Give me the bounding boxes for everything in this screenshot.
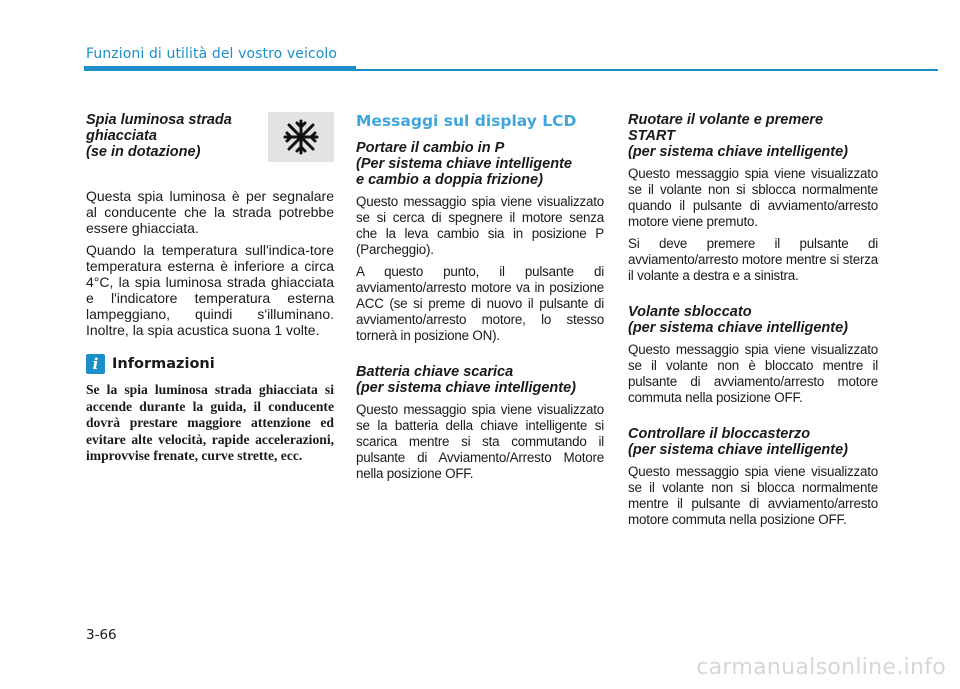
subsection-title-line-2: (per sistema chiave intelligente) (628, 320, 848, 336)
paragraph: Questo messaggio spia viene visualizzato se si cerca di spegnere il motore senza che la leva cambio sia in posizione P (Parcheggio). (356, 194, 604, 257)
column-left (86, 112, 334, 465)
subsection-title-line-1: Ruotare il volante e premere (628, 112, 824, 128)
paragraph: Questo messaggio spia viene visualizzato se il volante non si blocca normalmente mentre il pulsante di avviamento/arresto motore commuta nella posizione OFF. (628, 464, 878, 527)
warning-title-line-1: Spia luminosa strada (86, 112, 232, 128)
header-title: Funzioni di utilità del vostro veicolo (86, 46, 338, 62)
subsection-title-line-3: e cambio a doppia frizione) (356, 172, 543, 188)
subsection-title-line-1: Volante sbloccato (628, 304, 752, 320)
info-text: Se la spia luminosa strada ghiacciata si accende durante la guida, il conducente dovrà prestare maggiore attenzione ed evitare alte velocità, rapide accelerazioni, improvvise frenate, curve strette, ecc. (86, 382, 334, 463)
subsection-title-line-1: Batteria chiave scarica (356, 364, 514, 380)
subsection-title (356, 140, 604, 188)
warning-icon-box (268, 112, 334, 162)
info-heading: Informazioni (112, 356, 215, 372)
warning-title-line-2: ghiacciata (86, 128, 157, 144)
warning-title (86, 112, 256, 160)
section-heading: Messaggi sul display LCD (356, 112, 577, 130)
subsection-title-line-2: START (628, 128, 675, 144)
subsection-title-line-2: (per sistema chiave intelligente) (628, 442, 848, 458)
warning-title-line-3: (se in dotazione) (86, 144, 201, 160)
subsection-title-line-2: (Per sistema chiave intelligente (356, 156, 572, 172)
warning-detail: Quando la temperatura sull'indica-tore temperatura esterna è inferiore a circa 4°C, la spia luminosa strada ghiacciata e l'indicatore temperatura esterna lampeggiano, quindi s'illuminano. Inoltre, la spia acustica suona 1 volte. (86, 242, 334, 338)
paragraph: A questo punto, il pulsante di avviamento/arresto motore va in posizione ACC (se si preme di nuovo il pulsante di avviamento/arresto motore, lo stesso tornerà in posizione ON). (356, 264, 604, 343)
watermark: carmanualsonline.info (696, 655, 946, 680)
paragraph: Questo messaggio spia viene visualizzato se la batteria della chiave intelligente si scarica mentre si sta commutando il pulsante di Avviamento/Arresto Motore nella posizione OFF. (356, 402, 604, 481)
column-middle (356, 112, 604, 482)
paragraph: Questo messaggio spia viene visualizzato se il volante non si sblocca normalmente quando il pulsante di avviamento/arresto motore viene premuto. (628, 166, 878, 229)
paragraph: Questo messaggio spia viene visualizzato se il volante non è bloccato mentre il pulsante di avviamento/arresto motore commuta nella posizione OFF. (628, 342, 878, 405)
header-bar (84, 66, 356, 71)
subsection-title-line-1: Controllare il bloccasterzo (628, 426, 811, 442)
subsection-title-line-1: Portare il cambio in P (356, 140, 505, 156)
subsection-title (628, 112, 878, 160)
info-icon: i (86, 354, 105, 374)
header-rule (356, 69, 938, 71)
subsection-title-line-2: (per sistema chiave intelligente) (356, 380, 576, 396)
subsection-title (628, 304, 878, 336)
column-right (628, 112, 878, 528)
subsection-title-line-3: (per sistema chiave intelligente) (628, 144, 848, 160)
paragraph: Si deve premere il pulsante di avviamento/arresto motore mentre si sterza il volante a destra e a sinistra. (628, 236, 878, 283)
subsection-title (356, 364, 604, 396)
warning-description: Questa spia luminosa è per segnalare al conducente che la strada potrebbe essere ghiacciata. (86, 188, 334, 236)
subsection-title (628, 426, 878, 458)
snowflake-icon (281, 117, 321, 157)
info-header (86, 354, 334, 374)
page-number: 3-66 (86, 627, 117, 643)
